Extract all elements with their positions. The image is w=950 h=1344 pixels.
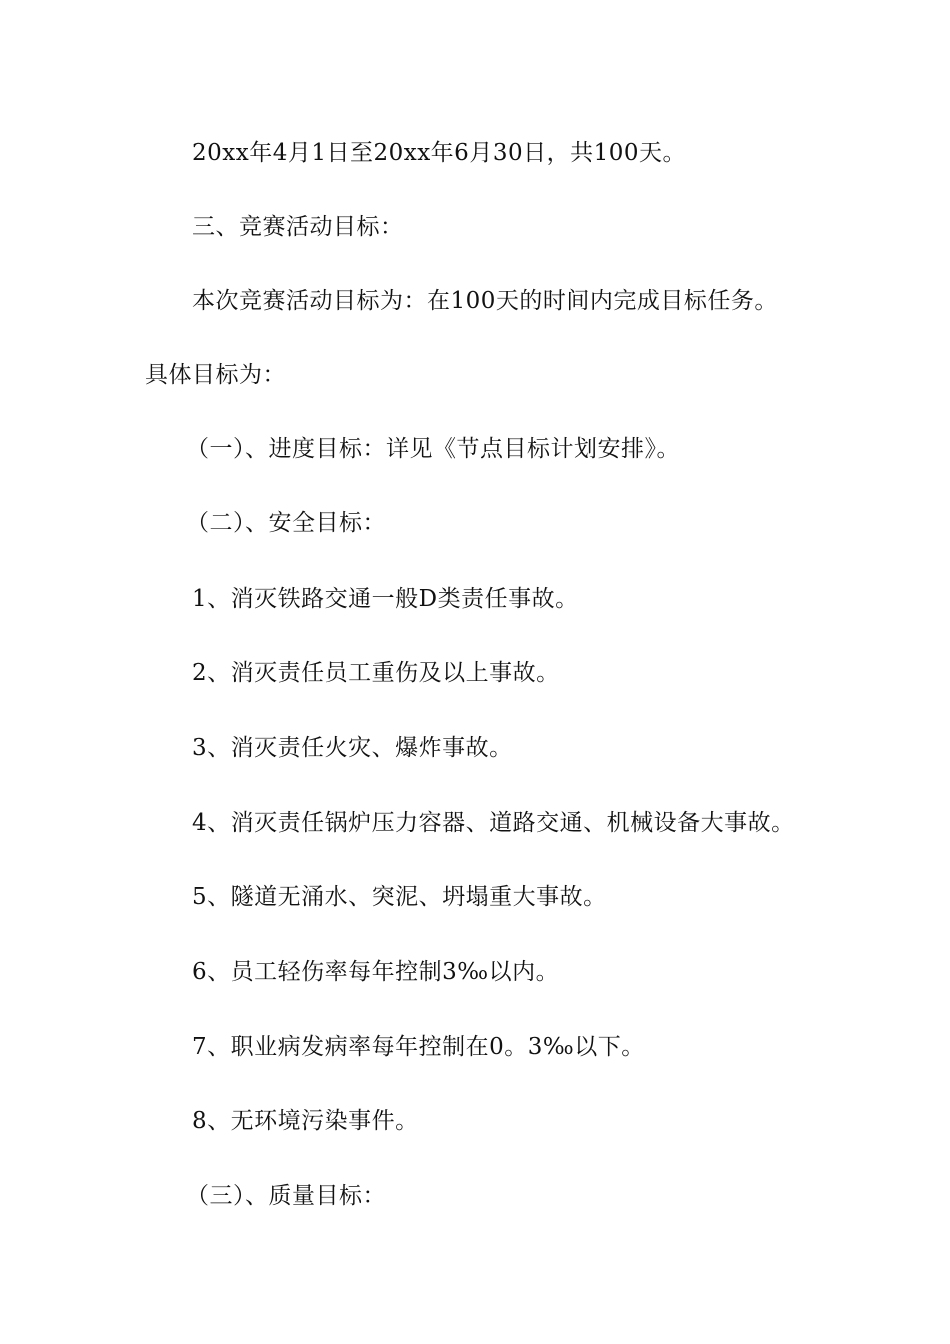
safety-item-3: 3、消灭责任火灾、爆炸事故。	[192, 735, 513, 761]
section-heading-goals: 三、竞赛活动目标：	[192, 214, 404, 240]
progress-goal-heading: （一）、进度目标：详见《节点目标计划安排》。	[186, 436, 680, 462]
safety-item-7: 7、职业病发病率每年控制在0。3‰以下。	[192, 1034, 645, 1060]
safety-item-5: 5、隧道无涌水、突泥、坍塌重大事故。	[192, 884, 607, 910]
goals-intro-continuation: 具体目标为：	[145, 362, 286, 388]
safety-goal-heading: （二）、安全目标：	[186, 510, 386, 536]
safety-item-6: 6、员工轻伤率每年控制3‰以内。	[192, 959, 560, 985]
safety-item-2: 2、消灭责任员工重伤及以上事故。	[192, 660, 560, 686]
goals-intro-paragraph: 本次竞赛活动目标为：在100天的时间内完成目标任务。	[192, 288, 778, 314]
safety-item-1: 1、消灭铁路交通一般D类责任事故。	[192, 586, 579, 612]
safety-item-4: 4、消灭责任锅炉压力容器、道路交通、机械设备大事故。	[192, 810, 795, 836]
quality-goal-heading: （三）、质量目标：	[186, 1183, 386, 1209]
safety-item-8: 8、无环境污染事件。	[192, 1108, 419, 1134]
activity-period-line: 20xx年4月1日至20xx年6月30日，共100天。	[192, 140, 686, 166]
